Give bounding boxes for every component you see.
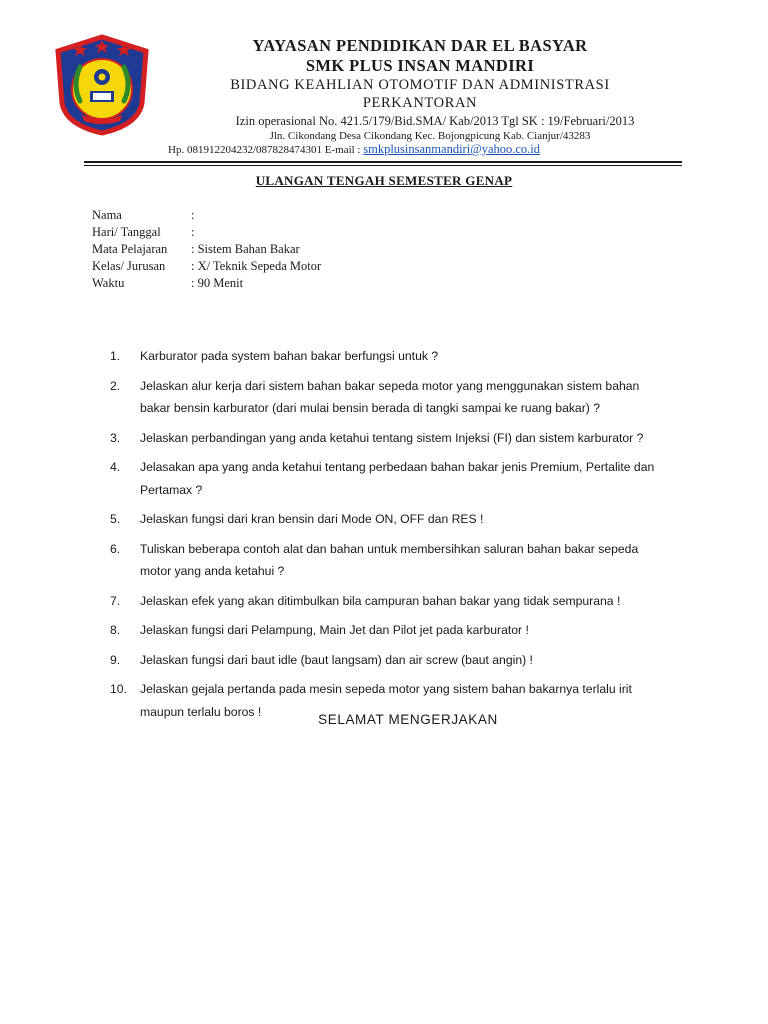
field-label: Nama — [92, 208, 122, 222]
foundation-name: YAYASAN PENDIDIKAN DAR EL BASYAR — [252, 36, 588, 55]
question-item — [108, 345, 668, 368]
field-row — [92, 207, 321, 224]
question-item — [108, 538, 668, 583]
question-number: 4. — [110, 460, 121, 474]
question-text: Jelaskan fungsi dari Pelampung, Main Jet dan Pilot jet pada karburator ! — [140, 623, 529, 637]
question-number: 1. — [110, 349, 121, 363]
field-value: : X/ Teknik Sepeda Motor — [191, 259, 322, 273]
question-text: Jelaskan fungsi dari baut idle (baut langsam) dan air screw (baut angin) ! — [140, 652, 533, 667]
field-label: Kelas/ Jurusan — [92, 259, 166, 273]
question-number: 3. — [110, 430, 121, 445]
question-text: Jelasakan apa yang anda ketahui tentang perbedaan bahan bakar jenis Premium, Pertalite dan Pertamax ? — [140, 460, 655, 497]
question-text: Tuliskan beberapa contoh alat dan bahan untuk membersihkan saluran bahan bakar sepeda motor yang anda ketahui ? — [140, 541, 639, 578]
expertise-field-line1: BIDANG KEAHLIAN OTOMOTIF DAN ADMINISTRASI — [230, 77, 610, 93]
question-number: 5. — [110, 512, 121, 526]
contact-line — [168, 142, 540, 158]
question-text: Jelaskan gejala pertanda pada mesin sepeda motor yang sistem bahan bakarnya terlalu irit maupun terlalu boros ! — [140, 682, 632, 719]
closing-message: SELAMAT MENGERJAKAN — [318, 712, 498, 727]
question-item — [108, 375, 668, 420]
question-text: Jelaskan alur kerja dari sistem bahan bakar sepeda motor yang menggunakan sistem bahan bakar bensin karburator (dari mulai bensin berada di tangki sampai ke ruang bakar) ? — [140, 378, 640, 415]
student-info — [92, 207, 321, 292]
field-row — [92, 224, 321, 241]
school-address: Jln. Cikondang Desa Cikondang Kec. Bojongpicung Kab. Cianjur/43283 — [269, 130, 591, 142]
field-value: : 90 Menit — [191, 276, 244, 290]
question-item — [108, 427, 668, 450]
school-logo-icon — [50, 33, 154, 137]
school-name: SMK PLUS INSAN MANDIRI — [305, 56, 535, 75]
field-value: : — [191, 208, 195, 222]
question-number: 9. — [110, 652, 121, 667]
question-number: 8. — [110, 623, 121, 637]
question-item — [108, 619, 668, 642]
field-label: Mata Pelajaran — [92, 242, 168, 256]
email-link[interactable]: smkplusinsanmandiri@yahoo.co.id — [363, 142, 541, 156]
question-item — [108, 508, 668, 531]
field-value: : Sistem Bahan Bakar — [191, 242, 300, 256]
question-number: 10. — [110, 682, 127, 696]
exam-title: ULANGAN TENGAH SEMESTER GENAP — [255, 173, 513, 188]
phone-numbers: Hp. 081912204232/087828474301 E-mail : — [168, 144, 364, 156]
operational-permit: Izin operasional No. 421.5/179/Bid.SMA/ Kab/2013 Tgl SK : 19/Februari/2013 — [235, 114, 635, 128]
question-item — [108, 456, 668, 501]
field-row — [92, 275, 321, 292]
field-label: Hari/ Tanggal — [92, 225, 161, 239]
field-row — [92, 241, 321, 258]
question-text: Jelaskan fungsi dari kran bensin dari Mode ON, OFF dan RES ! — [140, 512, 484, 526]
field-label: Waktu — [92, 276, 125, 290]
question-number: 2. — [110, 378, 121, 393]
question-number: 7. — [110, 593, 121, 608]
question-number: 6. — [110, 541, 121, 556]
question-text: Karburator pada system bahan bakar berfungsi untuk ? — [140, 349, 439, 363]
field-value: : — [191, 225, 195, 239]
question-item — [108, 590, 668, 613]
question-list — [108, 345, 668, 730]
question-text: Jelaskan perbandingan yang anda ketahui tentang sistem Injeksi (FI) dan sistem karburator ? — [140, 430, 644, 445]
question-text: Jelaskan efek yang akan ditimbulkan bila campuran bahan bakar yang tidak sempurana ! — [140, 593, 621, 608]
header-divider-thick — [84, 161, 682, 163]
header-divider-thin — [84, 165, 682, 166]
letterhead — [160, 36, 680, 144]
expertise-field-line2: PERKANTORAN — [362, 95, 478, 111]
field-row — [92, 258, 321, 275]
question-item — [108, 649, 668, 672]
